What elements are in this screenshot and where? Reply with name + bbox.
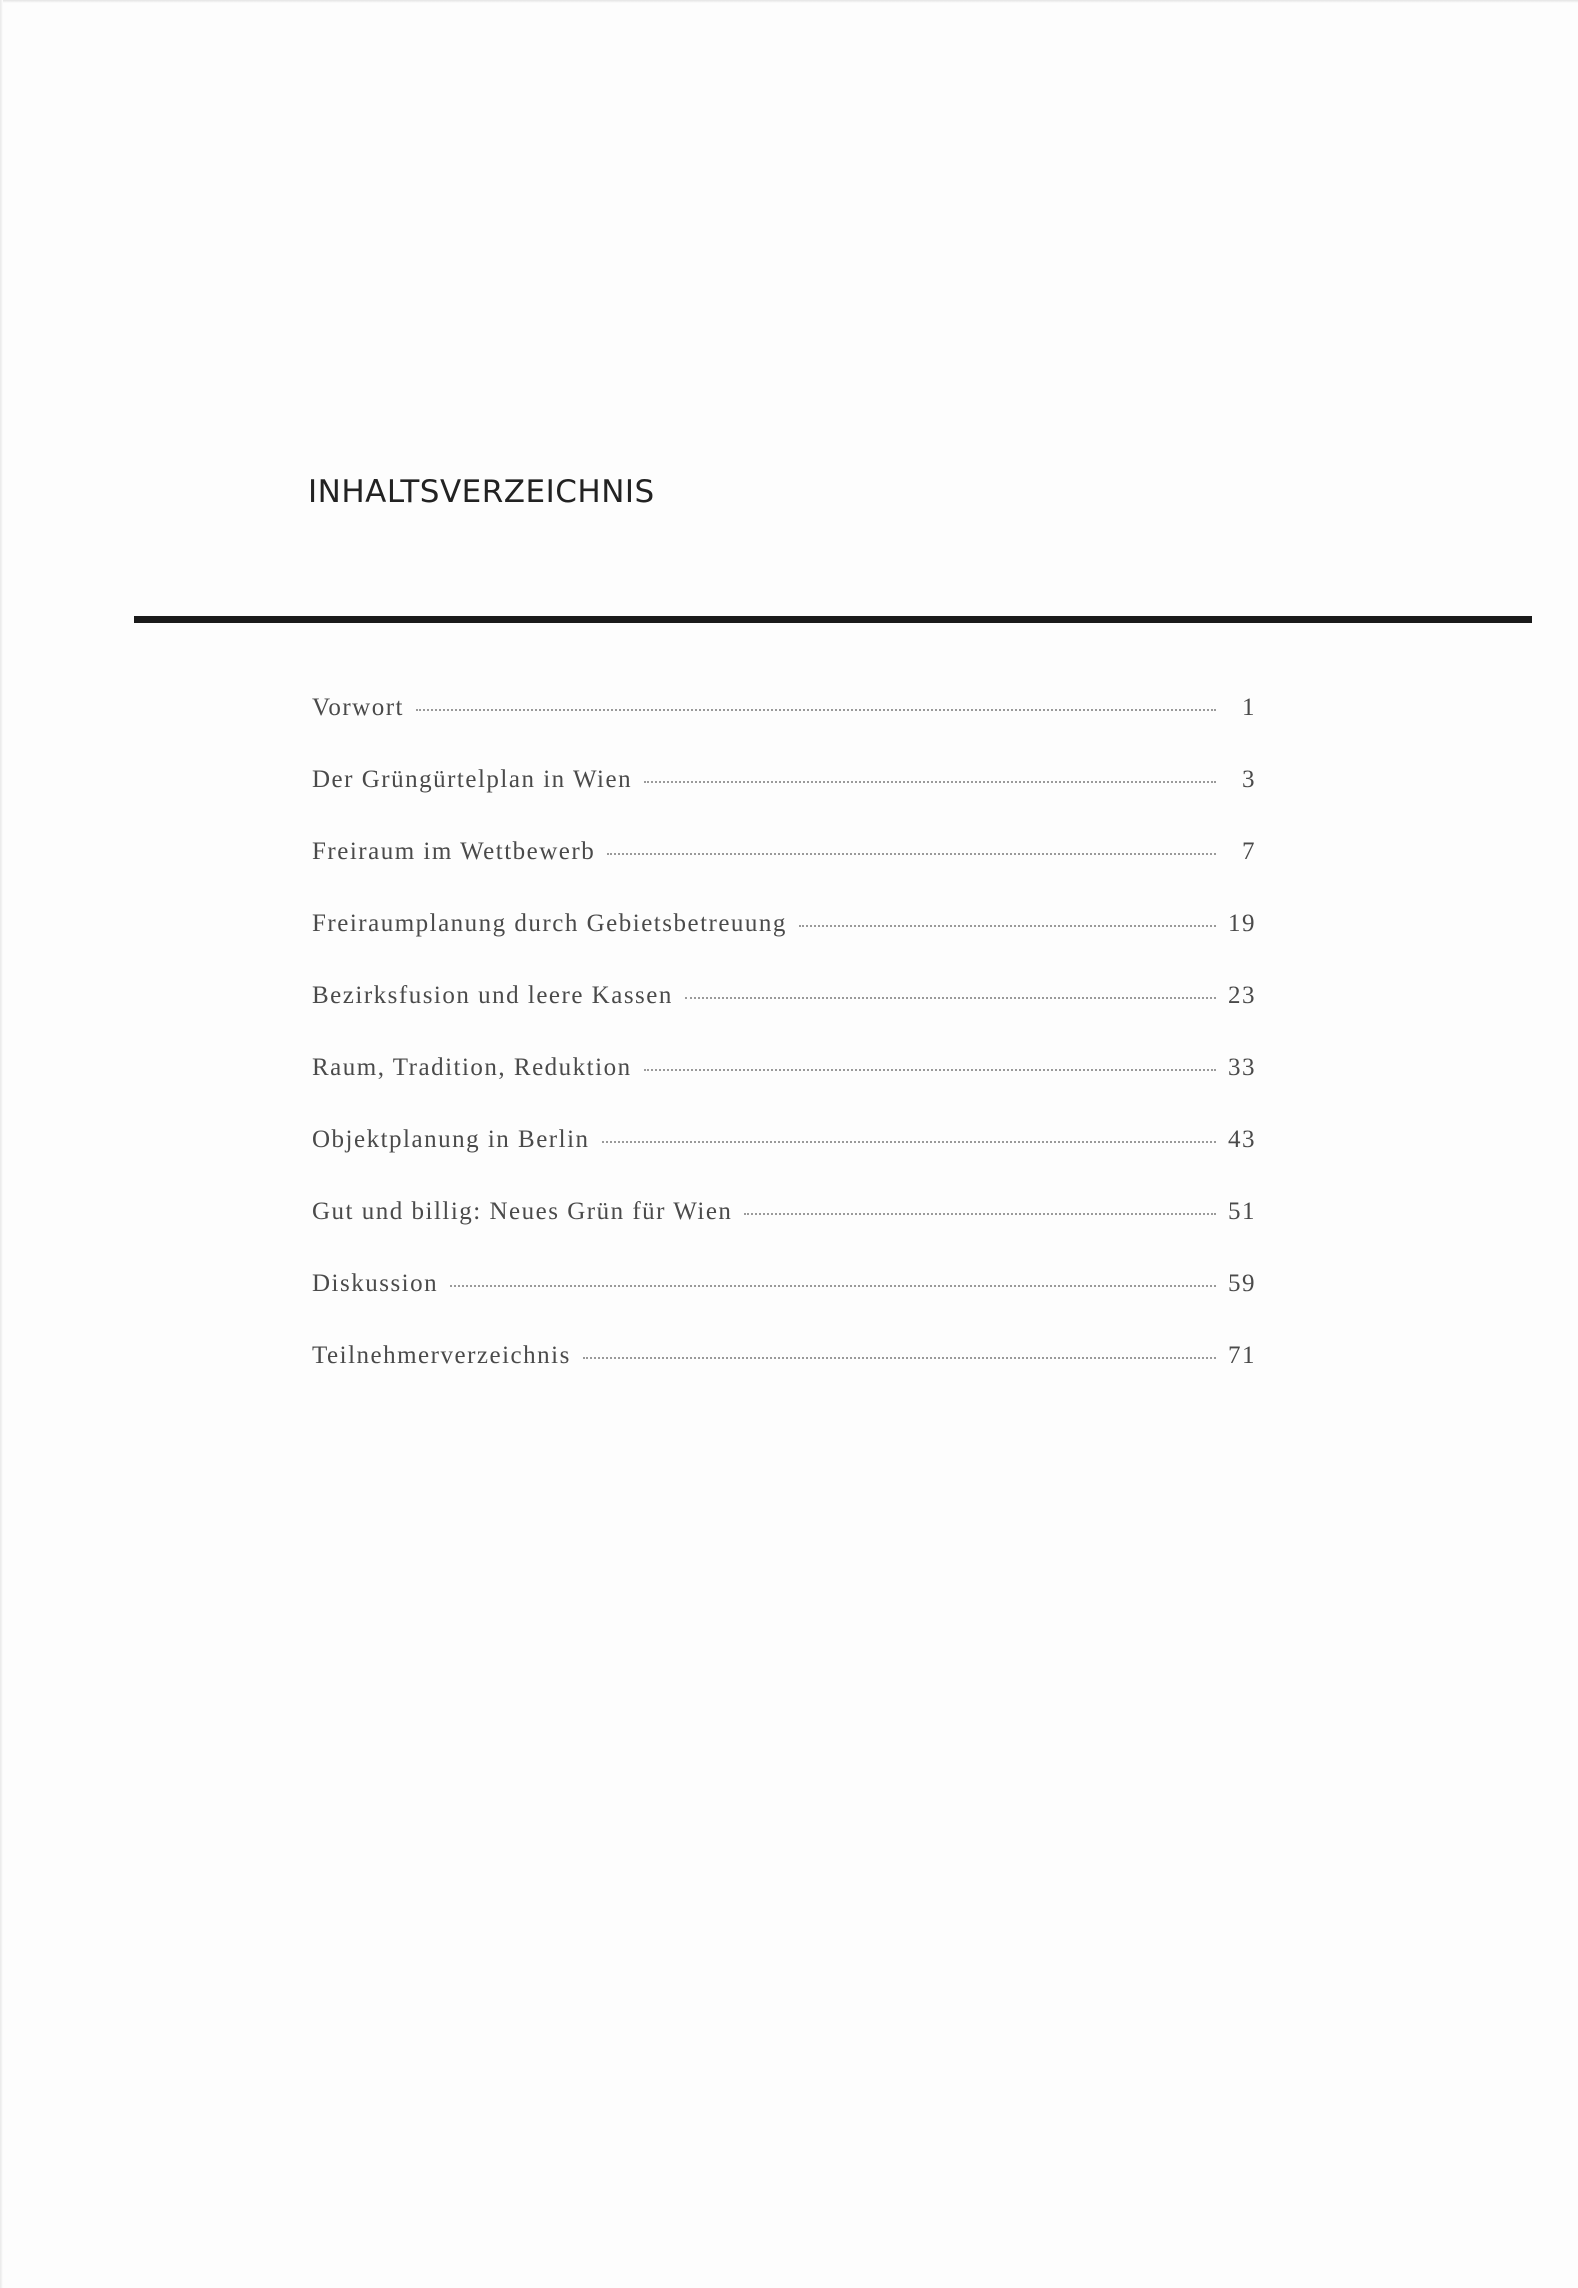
- toc-entry-raum-tradition: [312, 1054, 1256, 1126]
- toc-entry-objektplanung: [312, 1126, 1256, 1198]
- page-title: INHALTSVERZEICHNIS: [308, 474, 655, 510]
- toc-dot-leader: [644, 1069, 1216, 1071]
- toc-entry-page-number: 71: [1228, 1342, 1256, 1369]
- toc-entry-diskussion: [312, 1270, 1256, 1342]
- toc-entry-page-number: 51: [1228, 1198, 1256, 1225]
- toc-entry-label: Vorwort: [312, 694, 404, 721]
- toc-entry-label: Gut und billig: Neues Grün für Wien: [312, 1198, 733, 1225]
- toc-entry-page-number: 7: [1242, 838, 1256, 865]
- toc-dot-leader: [644, 781, 1216, 783]
- title-divider-rule: [134, 616, 1532, 623]
- toc-entry-gruenguertelplan: [312, 766, 1256, 838]
- toc-entry-page-number: 43: [1228, 1126, 1256, 1153]
- toc-entry-freiraum-wettbewerb: [312, 838, 1256, 910]
- toc-entry-label: Diskussion: [312, 1270, 439, 1297]
- toc-entry-page-number: 3: [1242, 766, 1256, 793]
- toc-dot-leader: [602, 1141, 1216, 1143]
- toc-entry-label: Objektplanung in Berlin: [312, 1126, 590, 1153]
- toc-entry-vorwort: [312, 694, 1256, 766]
- toc-entry-label: Freiraum im Wettbewerb: [312, 838, 596, 865]
- scan-edge-left: [0, 0, 3, 2288]
- toc-dot-leader: [799, 925, 1216, 927]
- toc-dot-leader: [685, 997, 1216, 999]
- toc-entry-gut-und-billig: [312, 1198, 1256, 1270]
- toc-entry-label: Raum, Tradition, Reduktion: [312, 1054, 632, 1081]
- toc-entry-label: Bezirksfusion und leere Kassen: [312, 982, 673, 1009]
- scan-edge-top: [0, 0, 1578, 3]
- toc-entry-page-number: 23: [1228, 982, 1256, 1009]
- toc-entry-page-number: 59: [1228, 1270, 1256, 1297]
- toc-entry-label: Teilnehmerverzeichnis: [312, 1342, 571, 1369]
- toc-entry-page-number: 1: [1242, 694, 1256, 721]
- toc-dot-leader: [583, 1357, 1216, 1359]
- toc-dot-leader: [450, 1285, 1216, 1287]
- table-of-contents: [312, 694, 1256, 1414]
- toc-entry-label: Freiraumplanung durch Gebietsbetreuung: [312, 910, 787, 937]
- toc-entry-teilnehmerverzeichnis: [312, 1342, 1256, 1414]
- toc-entry-label: Der Grüngürtelplan in Wien: [312, 766, 633, 793]
- toc-entry-page-number: 33: [1228, 1054, 1256, 1081]
- toc-dot-leader: [607, 853, 1216, 855]
- toc-dot-leader: [744, 1213, 1216, 1215]
- toc-entry-freiraumplanung: [312, 910, 1256, 982]
- toc-entry-page-number: 19: [1228, 910, 1256, 937]
- toc-dot-leader: [416, 709, 1216, 711]
- toc-entry-bezirksfusion: [312, 982, 1256, 1054]
